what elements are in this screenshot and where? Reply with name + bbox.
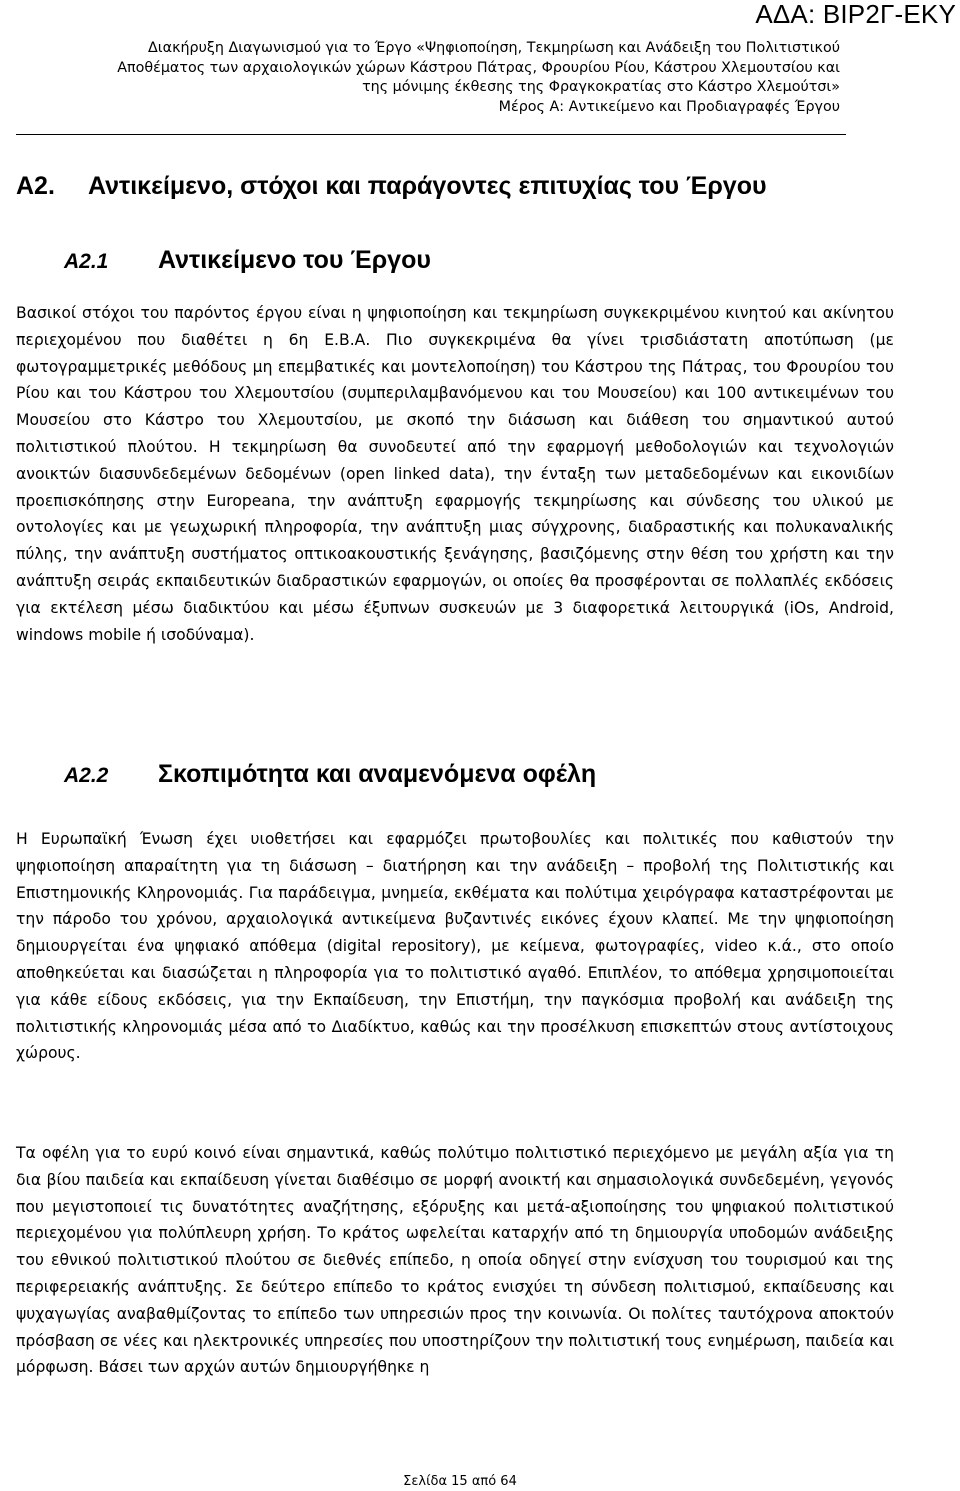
section-heading [16,170,946,202]
body-paragraph: Τα οφέλη για το ευρύ κοινό είναι σημαντικά, καθώς πολύτιμο πολιτιστικό περιεχόμενο με μεγάλη αξία για τη δια βίου παιδεία και εκπαίδευση γίνεται διαθέσιμο σε μορφή ανοικτή και σημασιολογικά συνδεδεμένη, γεγονός που μεγιστοποιεί τις δυνατότητες αναζήτησης, εξόρυξης και μετά-αξιοποίησης του ψηφιακού πολιτιστικού περιεχομένου για πολύπλευρη χρήση. Το κράτος ωφελείται καταρχήν από τη δημιουργία υποδομών ανάδειξης του εθνικού πολιτιστικού πλούτου σε διεθνές επίπεδο, η οποία οδηγεί στην ενίσχυση του τουρισμού και της περιφερειακής ανάπτυξης. Σε δεύτερο επίπεδο το κράτος ενισχύει τη σύνδεση πολιτισμού, εκπαίδευσης και ψυχαγωγίας αναβαθμίζοντας το επίπεδο των υπηρεσιών προς την κοινωνία. Οι πολίτες ταυτόχρονα αποκτούν πρόσβαση σε νέες και ηλεκτρονικές υπηρεσίες που υποστηρίζουν την πολιτιστική τους ενημέρωση, παιδεία και μόρφωση. Βάσει των αρχών αυτών δημιουργήθηκε η [16,1144,894,1377]
body-paragraph: Βασικοί στόχοι του παρόντος έργου είναι η ψηφιοποίηση και τεκμηρίωση συγκεκριμένου κινητού και ακίνητου περιεχομένου που διαθέτει η 6η Ε.Β.Α. Πιο συγκεκριμένα θα γίνει τρισδιάστατη αποτύπωση (με φωτογραμμετρικές μεθόδους μη επεμβατικές και μοντελοποίηση) του Κάστρου της Πάτρας, του Φρουρίου του Ρίου και του Κάστρου του Χλεμουτσίου (συμπεριλαμβανόμενου και του Μουσείου) και 100 αντικειμένων του Μουσείου στο Κάστρο του Χλεμουτσίου, με σκοπό την διάσωση και διάθεση του σημαντικού αυτού πολιτιστικού πλούτου. Η τεκμηρίωση θα συνοδευτεί από την εφαρμογή μεθοδολογιών και τεχνολογιών ανοικτών διασυνδεδεμένων δεδομένων (open linked data), την ένταξη των μεταδεδομένων και εικονιδίων προεπισκόπησης στην Europeana, την ανάπτυξη εφαρμογής τεκμηρίωσης και σύνδεσης του υλικού με οντολογίες και με γεωχωρική πληροφορία, την ανάπτυξη μιας σύγχρονης, διαδραστικής και πολυκαναλικής πύλης, την ανάπτυξη συστήματος οπτικοακουστικής ξενάγησης, βασιζόμενης στην θέση του χρήστη και την ανάπτυξη σειράς εκπαιδευτικών διαδραστικών εφαρμογών, οι οποίες θα προσφέρονται σε πολλαπλές εκδόσεις για εκτέλεση μέσω διαδικτύου και μέσω έξυπνων συσκευών με 3 διαφορετικά λειτουργικά (iOs, Android, windows mobile ή ισοδύναμα). [16,304,894,644]
page-number: Σελίδα 15 από 64 [403,1474,517,1489]
document-header [0,39,840,117]
header-divider [16,134,846,135]
header-line: Αποθέματος των αρχαιολογικών χώρων Κάστρου Πάτρας, Φρουρίου Ρίου, Κάστρου Χλεμουτσίου και [117,59,840,76]
section-title: Αντικείμενο, στόχοι και παράγοντες επιτυχίας του Έργου [88,172,767,200]
subsection-title: Σκοπιμότητα και αναμενόμενα οφέλη [158,760,597,788]
body-paragraph: Η Ευρωπαϊκή Ένωση έχει υιοθετήσει και εφαρμόζει πρωτοβουλίες και πολιτικές που καθιστούν την ψηφιοποίηση απαραίτητη για τη διάσωση – διατήρηση και την ανάδειξη – προβολή της Πολιτιστικής και Επιστημονικής Κληρονομιάς. Για παράδειγμα, μνημεία, εκθέματα και πολύτιμα χειρόγραφα καταστρέφονται με την πάροδο του χρόνου, αρχαιολογικά αντικείμενα βυζαντινές εικόνες έχουν κλαπεί. Με την ψηφιοποίηση δημιουργείται ένα ψηφιακό απόθεμα (digital repository), με κείμενα, φωτογραφίες, video κ.ά., στο οποίο αποθηκεύεται και διασώζεται η πληροφορία για το πολιτιστικό αγαθό. Επιπλέον, το απόθεμα χρησιμοποιείται για κάθε είδους εκδόσεις, για την Εκπαίδευση, την Επιστήμη, την παγκόσμια προβολή και ανάδειξη της πολιτιστικής κληρονομιάς μέσα από το Διαδίκτυο, καθώς και την προσέλκυση επισκεπτών στους αντίστοιχους χώρους. [16,830,894,1063]
subsection-number: Α2.2 [64,764,109,787]
subsection-number: Α2.1 [64,250,109,273]
header-line: Διακήρυξη Διαγωνισμού για το Έργο «Ψηφιοποίηση, Τεκμηρίωση και Ανάδειξη του Πολιτιστικού [148,40,840,56]
subsection-heading [64,244,944,278]
section-number: Α2. [16,172,55,200]
subsection-heading [64,758,944,792]
subsection-title: Αντικείμενο του Έργου [158,246,431,274]
header-part-label: Μέρος Α: Αντικείμενο και Προδιαγραφές Έργου [498,98,840,115]
ada-code: ΑΔΑ: ΒΙΡ2Γ-ΕΚΥ [755,0,956,29]
header-line: της μόνιμης έκθεσης της Φραγκοκρατίας στο Κάστρο Χλεμούτσι» [362,79,840,95]
